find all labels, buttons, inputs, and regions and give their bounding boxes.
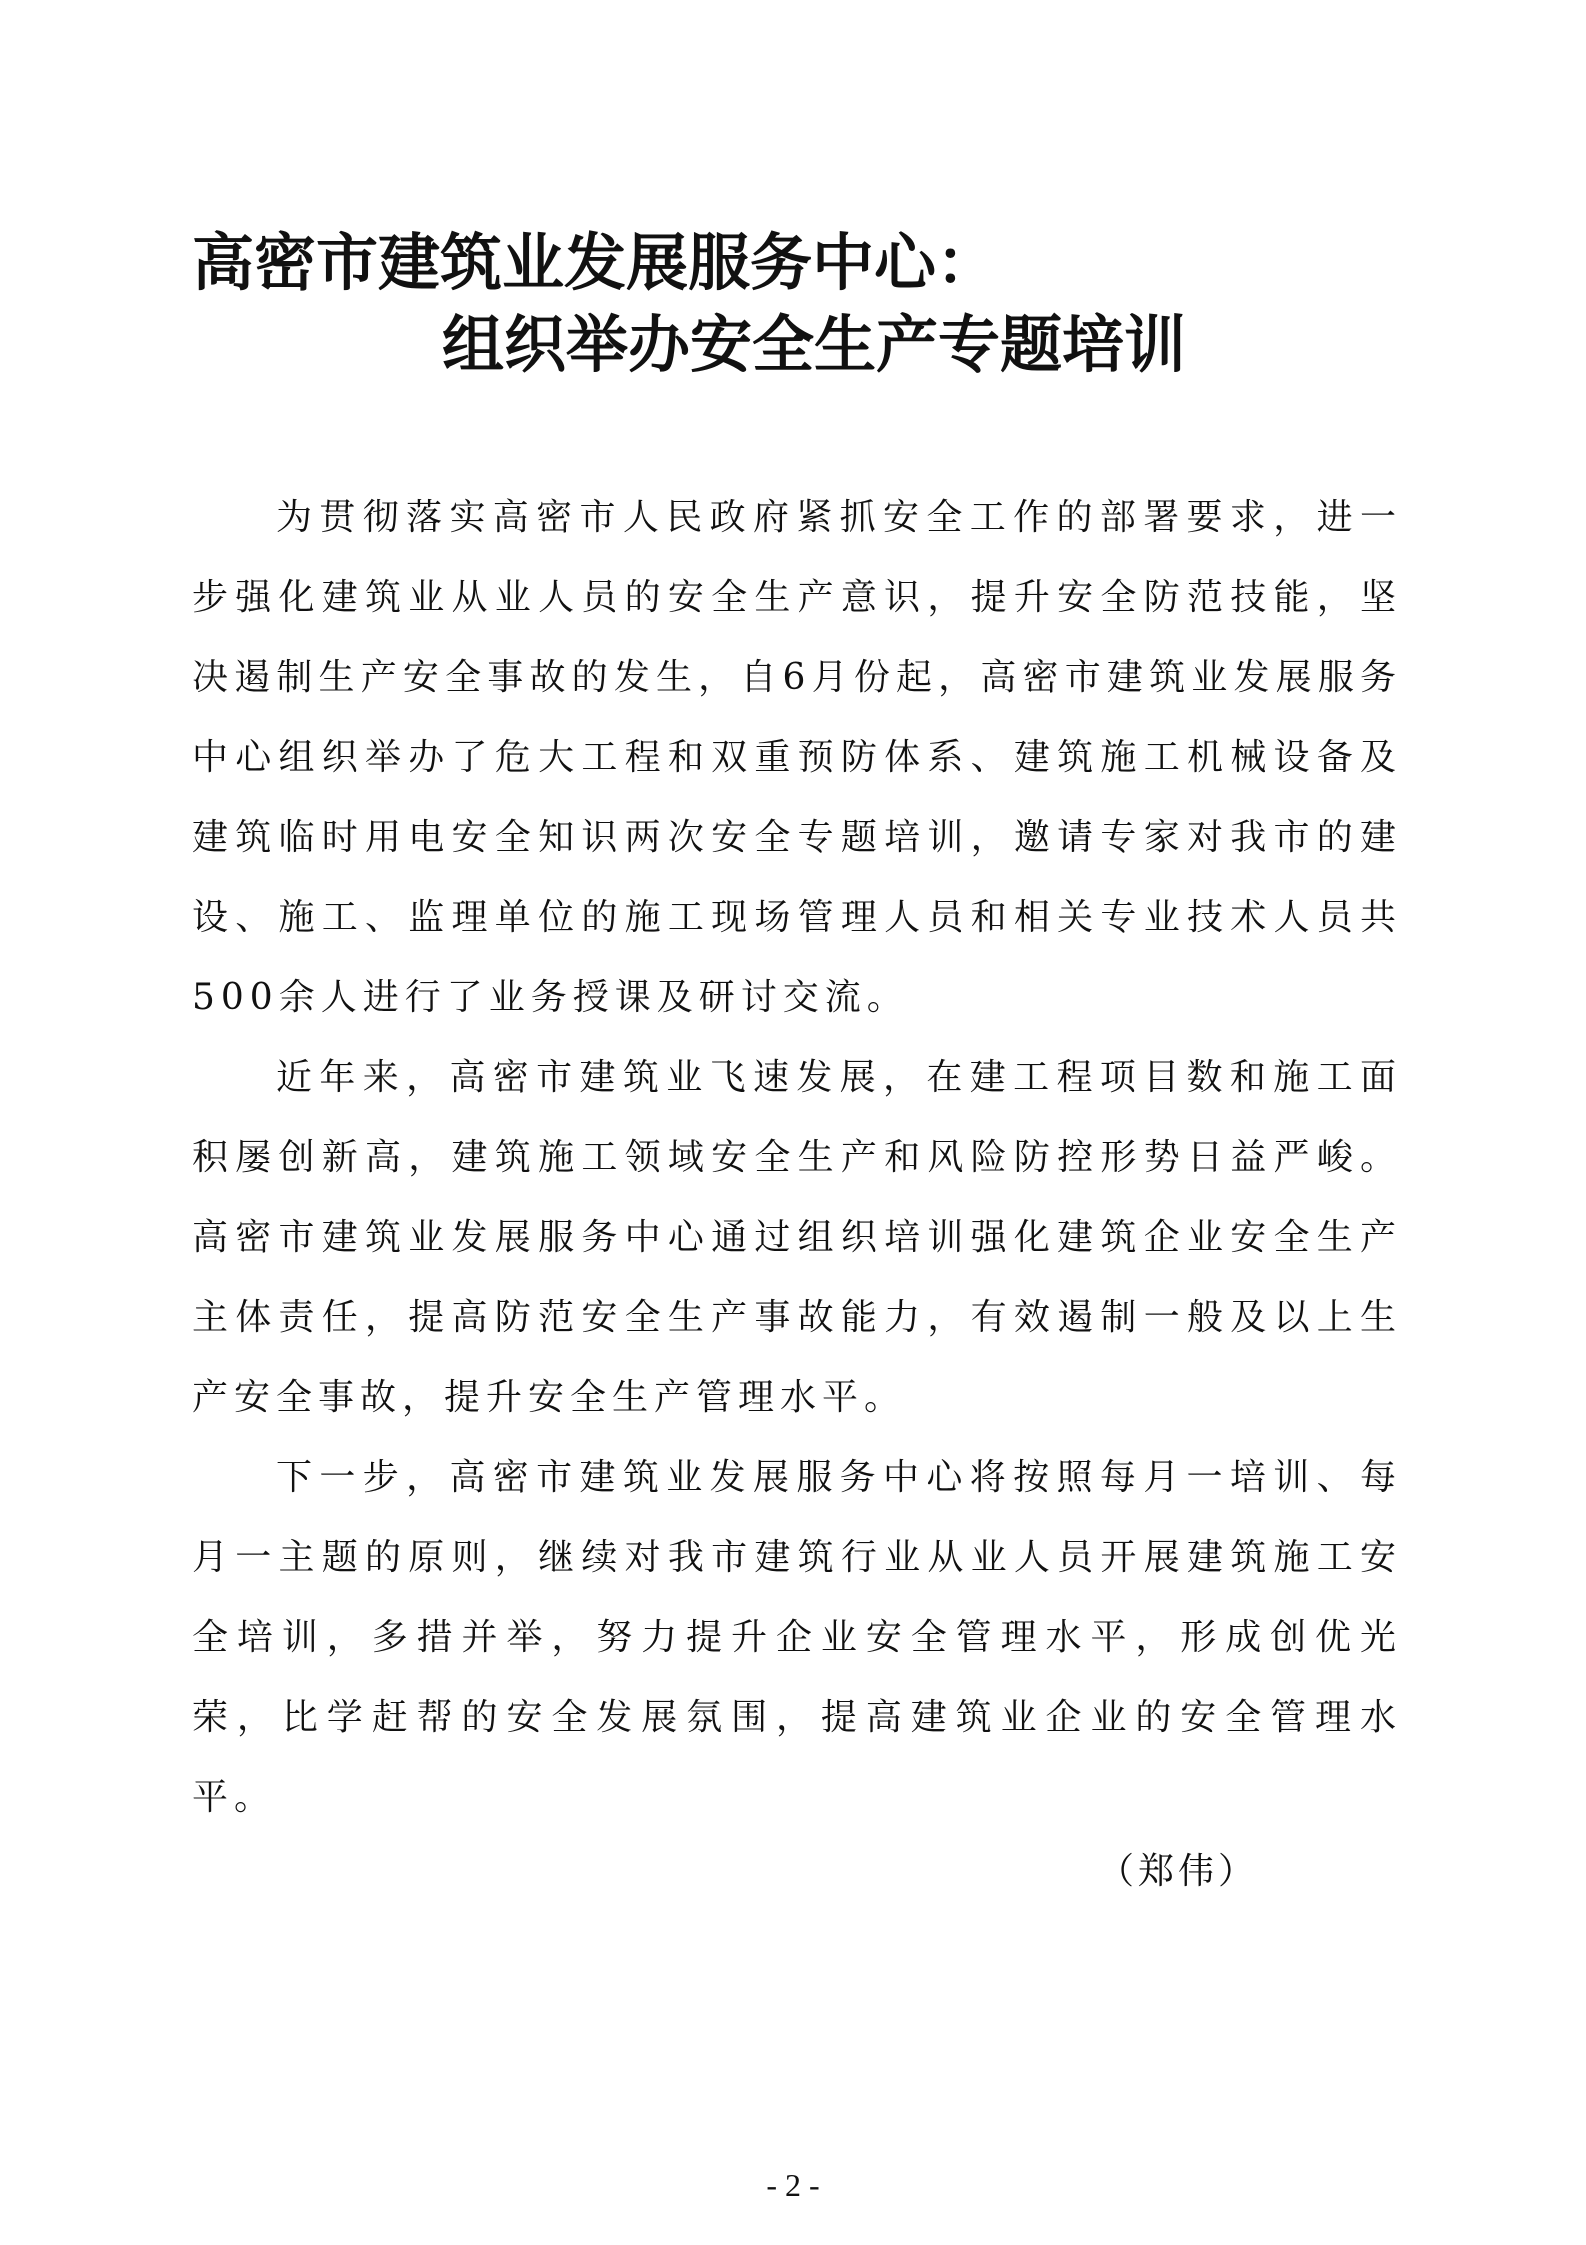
title-line-1: 高密市建筑业发展服务中心： [192,226,999,299]
author-signature: （郑伟） [1098,1851,1259,1892]
paragraph-2: 近年来，高密市建筑业飞速发展，在建工程项目数和施工面积屡创新高，建筑施工领域安全生产和风险防控形势日益严峻。高密市建筑业发展服务中心通过组织培训强化建筑企业安全生产主体责任，提高防范安全生产事故能力，有效遏制一般及以上生产安全事故，提升安全生产管理水平。 [192,1057,1402,1418]
paragraph-1: 为贯彻落实高密市人民政府紧抓安全工作的部署要求，进一步强化建筑业从业人员的安全生产意识，提升安全防范技能，坚决遏制生产安全事故的发生，自6月份起，高密市建筑业发展服务中心组织举办了危大工程和双重预防体系、建筑施工机械设备及建筑临时用电安全知识两次安全专题培训，邀请专家对我市的建设、施工、监理单位的施工现场管理人员和相关专业技术人员共500余人进行了业务授课及研讨交流。 [192,497,1402,1018]
paragraph-3: 下一步，高密市建筑业发展服务中心将按照每月一培训、每月一主题的原则，继续对我市建筑行业从业人员开展建筑施工安全培训，多措并举，努力提升企业安全管理水平，形成创优光荣，比学赶帮的安全发展氛围，提高建筑业企业的安全管理水平。 [192,1457,1402,1818]
title-line-2: 组织举办安全生产专题培训 [442,308,1187,381]
page-number: - 2 - [766,2167,820,2203]
article-body [192,478,1402,1838]
